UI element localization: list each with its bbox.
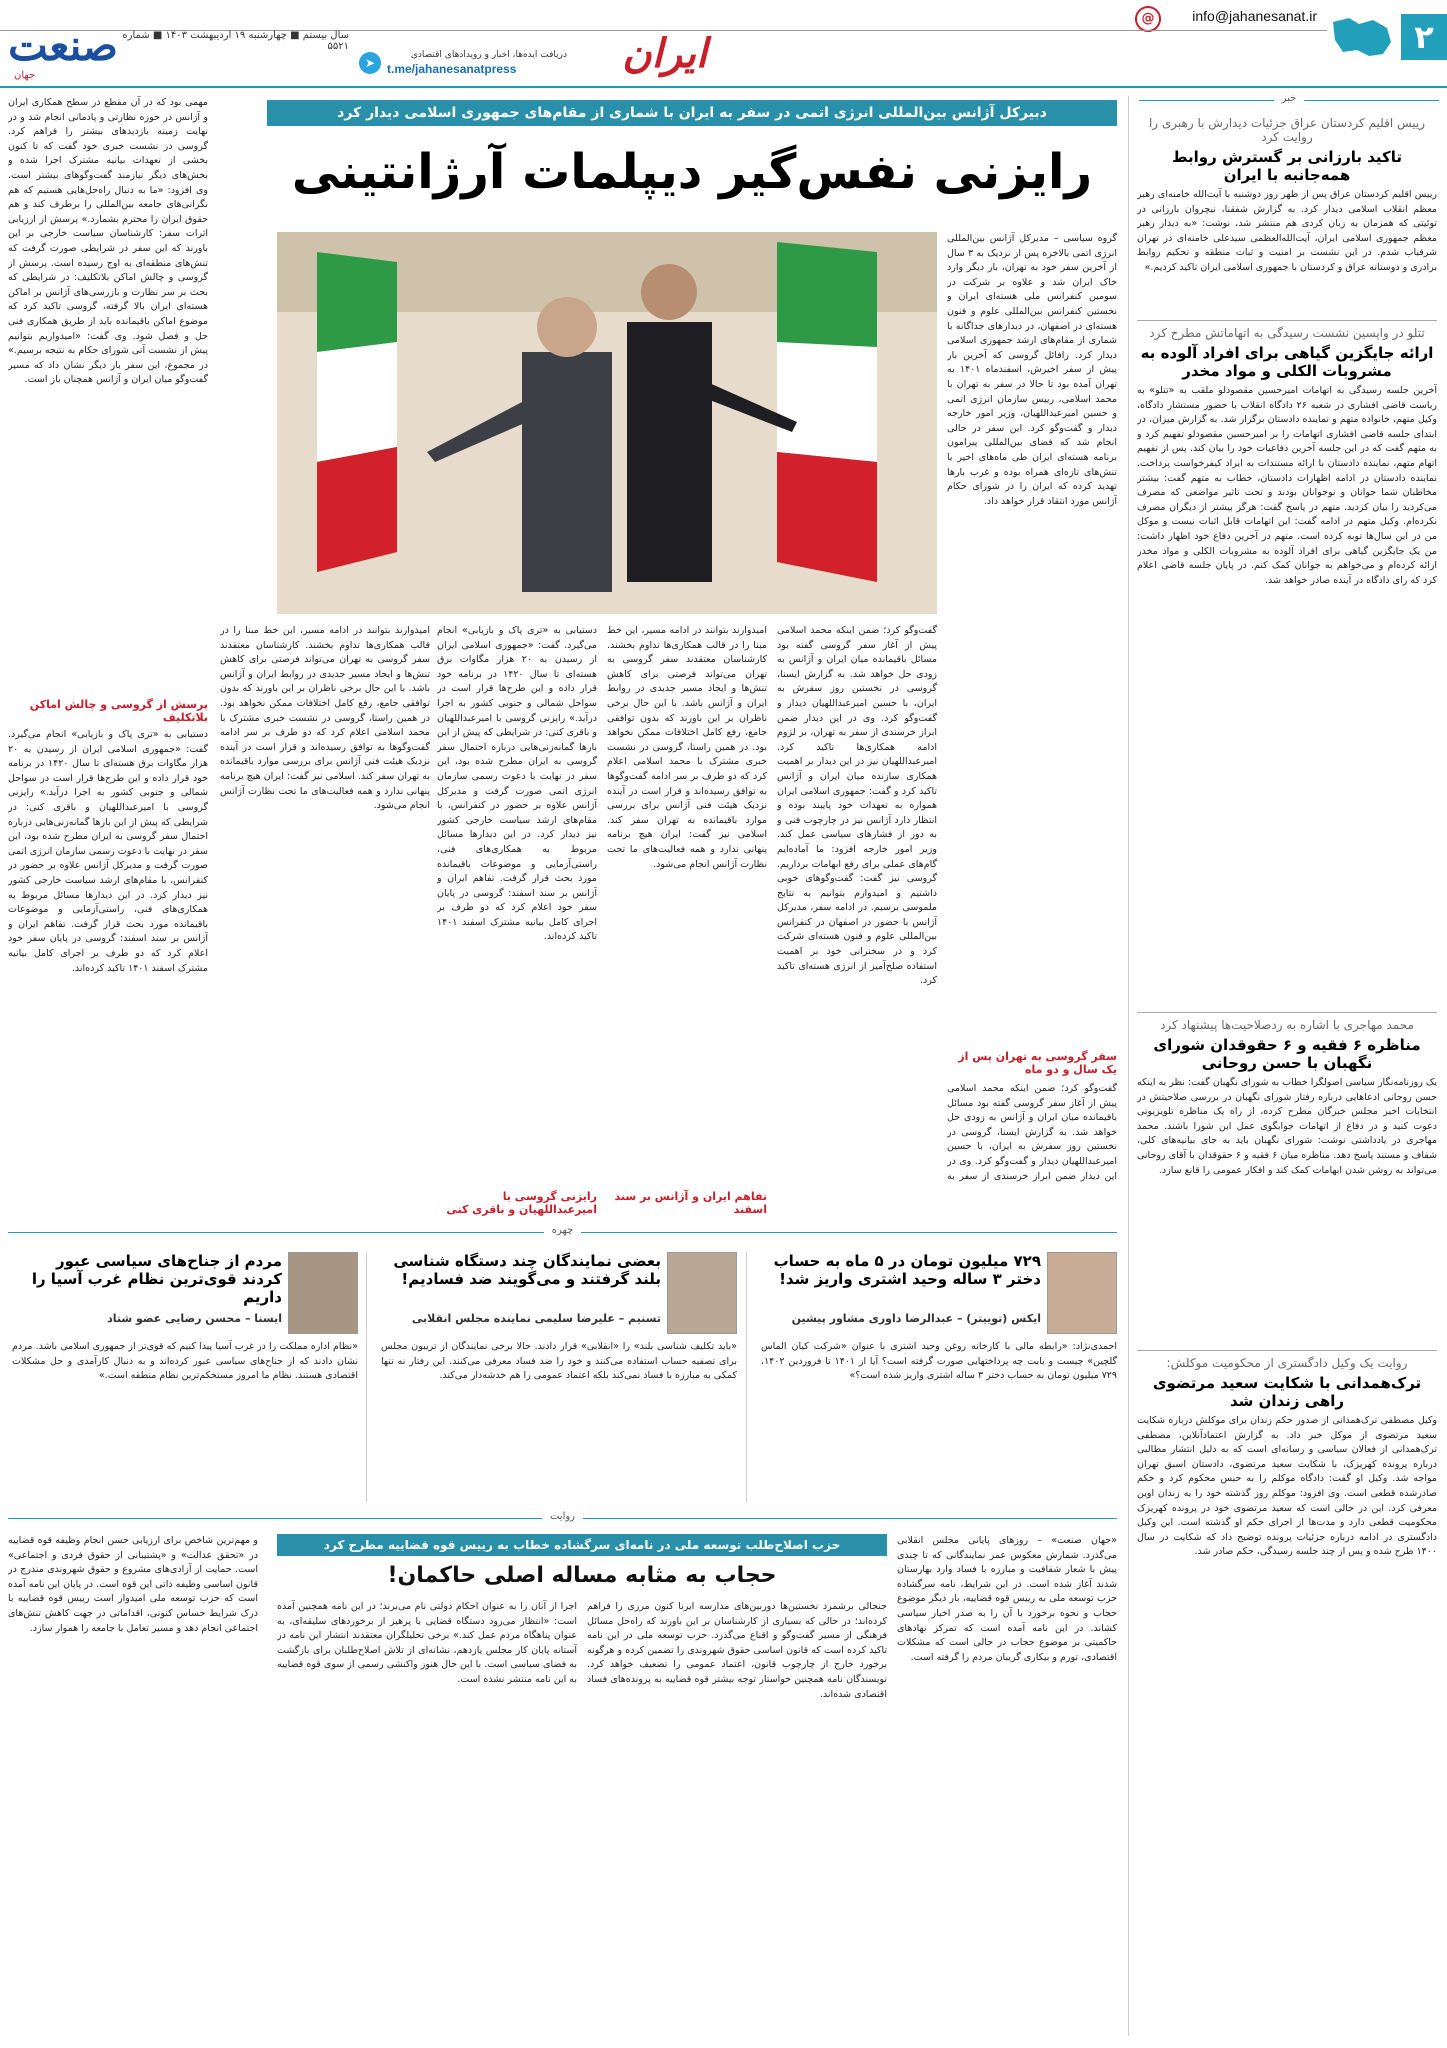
main-col-6: امیدوارند بتوانند در ادامه مسیر، این خط مبنا را در قالب همکاری‌ها تداوم بخشند. کارشناسان معتقدند سفر گروسی به تهران می‌تواند فرصتی برای کاهش تنش‌ها و ایجاد مسیر جدیدی در روابط ایران و آژانس باشد. با این حال برخی ناظران بر این باورند که بدون توافقی جامع، رفع کامل اختلافات ممکن نخواهد بود. در همین راستا، گروسی در نشست خبری مشترک با محمد اسلامی اعلام کرد که دو طرف بر سر ادامه گفت‌وگوها به توافق رسیده‌اند و قرار است در آینده نزدیک هیئت فنی آژانس برای بررسی موارد باقیمانده به تهران سفر کند. اسلامی نیز گفت: ایران هیچ برنامه پنهانی ندارد و همه فعالیت‌های ما تحت نظارت آژانس انجام می‌شود.	[220, 625, 430, 812]
main-col-5: مهمی بود که در آن مقطع در سطح همکاری ایران و آژانس در حوزه نظارتی و پادمانی انجام شد و در نهایت زمینه بازدیدهای بیشتر را فراهم کرد. گروسی در نشست خبری خود گفت که تا کنون بخشی از تعهدات بیانیه مشترک اجرا شده و بخش‌های دیگر نیازمند گفت‌وگوهای بیشتر است. وی افزود: «ما به دنبال راه‌حل‌هایی هستیم که هم نگرانی‌های جامعه بین‌المللی را برطرف کند و هم حقوق ایران را محترم بشمارد.» پرسش از ارزیابی اثرات سفر: کارشناسان سیاست خارجی بر این باورند که این سفر در شرایطی صورت گرفت که تنش‌های منطقه‌ای به اوج رسیده است. پرسش از گروسی و چالش اماکن بلاتکلیف: در شرایطی که بحث بر سر نظارت و بازرسی‌های آژانس بر اماکن هسته‌ای ایران بالا گرفته، گروسی تاکید کرد که موضوع اماکن باقیمانده باید از طریق همکاری فنی حل و فصل شود. وی گفت: «امیدواریم بتوانیم پیش از نشست آتی شورای حکام به نتیجه برسیم.» در مجموع، این سفر بار دیگر نشان داد که مسیر گفت‌وگو میان ایران و آژانس همچنان باز است.	[8, 97, 208, 386]
face-source: تسنیم – علیرضا سلیمی نماینده مجلس انقلابی	[411, 1312, 661, 1325]
main-col-3: امیدوارند بتوانند در ادامه مسیر، این خط مبنا را در قالب همکاری‌ها تداوم بخشند. کارشناسان معتقدند سفر گروسی به تهران می‌تواند فرصتی برای کاهش تنش‌ها و ایجاد مسیر جدیدی در روابط ایران و آژانس باشد. با این حال برخی ناظران بر این باورند که بدون توافقی جامع، رفع کامل اختلافات ممکن نخواهد بود. در همین راستا، گروسی در نشست خبری مشترک با محمد اسلامی اعلام کرد که دو طرف بر سر ادامه گفت‌وگوها به توافق رسیده‌اند و قرار است در آینده نزدیک هیئت فنی آژانس برای بررسی موارد باقیمانده به تهران سفر کند. اسلامی نیز گفت: ایران هیچ برنامه پنهانی ندارد و همه فعالیت‌های ما تحت نظارت آژانس انجام می‌شود.	[607, 625, 767, 870]
news-item-2	[1137, 326, 1437, 994]
main-col-2: گفت‌وگو کرد؛ ضمن اینکه محمد اسلامی پیش از آغاز سفر گروسی گفته بود مسائل باقیمانده میان ایران و آژانس به زودی حل خواهد شد. به گزارش ایسنا، گروسی در نخستین روز سفرش به ایران، با حسین امیرعبداللهیان دیدار و گفت‌وگو کرد. وی در این دیدار ضمن ابراز خرسندی از سفر به تهران، بر لزوم ادامه همکاری‌ها تاکید کرد. امیرعبداللهیان نیز در این دیدار بر اهمیت همکاری سازنده میان ایران و آژانس تاکید کرد و گفت: جمهوری اسلامی ایران همواره به تعهدات خود پایبند بوده و انتظار دارد آژانس نیز در چارچوب فنی و به دور از فشارهای سیاسی عمل کند. وزیر امور خارجه افزود: ما آماده‌ایم گام‌های عملی برای رفع ابهامات برداریم. گروسی نیز گفت: گفت‌وگوهای خوبی داشتیم و امیدوارم بتوانیم به نتایج ملموسی برسیم. در ادامه سفر، مدیرکل آژانس با حضور در اصفهان در کنفرانس بین‌المللی علوم و فنون هسته‌ای شرکت کرد و در سخنرانی خود بر اهمیت استفاده صلح‌آمیز از انرژی هسته‌ای تاکید کرد.	[777, 625, 937, 987]
main-col-4: دستیابی به «تری پاک و بازیابی» انجام می‌گیرد. گفت: «جمهوری اسلامی ایران از رسیدن به ۲۰ هزار مگاوات برق هسته‌ای تا سال ۱۴۲۰ در برنامه خود قرار داده و این طرح‌ها قرار است در سواحل شمالی و جنوبی کشور به اجرا درآید.» رایزنی گروسی با امیرعبداللهیان و باقری کنی: در شرایطی که پیش از این بارها گمانه‌زنی‌هایی درباره احتمال سفر گروسی به ایران مطرح شده بود، این سفر در نهایت با دعوت رسمی سازمان انرژی اتمی صورت گرفت و مدیرکل آژانس علاوه بر حضور در کنفرانس، با مقام‌های ارشد سیاست خارجی کشور نیز دیدار کرد. در این دیدارها مسائل مربوط به همکاری‌های فنی، راستی‌آزمایی و موضوعات باقیمانده مورد بحث قرار گرفت. تفاهم ایران و آژانس بر سند اسفند: گروسی در پایان سفر خود اعلام کرد که دو طرف بر اجرای کامل بیانیه مشترک اسفند ۱۴۰۱ تاکید کرده‌اند.	[437, 625, 597, 943]
face-card-2	[377, 1248, 737, 1504]
face-photo	[1047, 1252, 1117, 1334]
news-body: یک روزنامه‌نگار سیاسی اصولگرا خطاب به شورای نگهبان گفت: نظر به اینکه حسن روحانی ادعاهایی درباره رفتار شورای نگهبان در بررسی صلاحیتش در انتخابات اخیر مجلس خبرگان مطرح کرده، از راه یک مناظره تلویزیونی دعوت کنید و در دفاع از اتهامات جوابگوی عمل این شورا باشند. محمد مهاجری در یادداشتی نوشت: شورای نگهبان باید به جای بیانیه‌های کلی، شفاف و مستند پاسخ دهد. مناظره میان ۶ فقیه و ۶ حقوقدان با آقای روحانی می‌تواند به روشن شدن ابهامات کمک کند و افکار عمومی را قانع سازد.	[1137, 1077, 1437, 1176]
email-icon: @	[1135, 6, 1161, 32]
bottom-col-a: «جهان صنعت» – روزهای پایانی مجلس انقلابی می‌گذرد. شمارش معکوس عمر نمایندگانی که تا چندی پیش با شعار شفافیت و مبارزه با فساد وارد بهارستان شدند آغاز شده است. در این شرایط، نامه سرگشاده حزب توسعه ملی به رییس قوه قضاییه، بار دیگر موضوع حجاب و نحوه برخورد با آن را به صدر اخبار سیاسی کشاند. در این نامه آمده است که تمرکز نهادهای حاکمیتی بر موضوع حجاب در حالی است که مشکلات اقتصادی، تورم و بیکاری گریبان مردم را گرفته است.	[897, 1535, 1117, 1663]
main-story-banner: دبیرکل آژانس بین‌المللی انرژی اتمی در سفر به ایران با شماری از مقام‌های جمهوری اسلامی دیدار کرد	[267, 100, 1117, 126]
face-photo	[667, 1252, 737, 1334]
news-title: ارائه جایگزین گیاهی برای افراد آلوده به مشروبات الکلی و مواد مخدر	[1140, 344, 1434, 380]
news-title: ترک‌همدانی با شکایت سعید مرتضوی راهی زندان شد	[1152, 1374, 1422, 1410]
bottom-col-c: اجرا از آنان را به عنوان احکام دولتی نام می‌برند؛ در این نامه همچنین آمده است: «انتظار می‌رود دستگاه قضایی با پرهیز از برخوردهای سلیقه‌ای، به عنوان پناهگاه مردم عمل کند.» برخی تحلیلگران معتقدند انتشار این نامه در آستانه پایان کار مجلس یازدهم، نشانه‌ای از تلاش اصلاح‌طلبان برای بازگشت به فضای سیاسی است. با این حال هنوز واکنشی رسمی از سوی قوه قضاییه به این نامه منتشر نشده است.	[277, 1601, 577, 1685]
main-subhead: سفر گروسی به تهران پس از یک سال و دو ماه	[958, 1050, 1117, 1076]
telegram-icon: ➤	[359, 52, 381, 74]
face-source: ایکس (توییتر) – عبدالرضا داوری مشاور پیشین	[791, 1312, 1041, 1325]
face-source: ایسنا – محسن رضایی عضو شتاد	[107, 1312, 282, 1325]
main-lead-text: گروه سیاسی – مدیرکل آژانس بین‌المللی انرژی اتمی بالاخره پس از نزدیک به ۳ سال از آخرین سفر خود به تهران، بار دیگر وارد خاک ایران شد و علاوه بر شرکت در سومین کنفرانس ملی هسته‌ای ایران و نخستین کنفرانس بین‌المللی علوم و فنون هسته‌ای در اصفهان، در دیدارهای جداگانه با شماری از مقام‌های ارشد جمهوری اسلامی دیدار کرد. رافائل گروسی که آخرین بار پیش از سفر اخیرش، اسفندماه ۱۴۰۱ به تهران آمده بود تا حالا در سفر به تهران با محمد اسلامی، رییس سازمان انرژی اتمی و حسین امیرعبداللهیان، وزیر امور خارجه دیدار و گفت‌وگو کرد. این سفر در حالی انجام شد که فضای بین‌المللی پیرامون برنامه هسته‌ای ایران طی ماه‌های اخیر با تنش‌های تازه‌ای همراه بوده و غرب بارها تهدید کرده که ایران را در شورای حکام آژانس مورد انتقاد قرار خواهد داد.	[947, 233, 1117, 507]
bottom-headline: حجاب به مثابه مساله اصلی حاکمان!	[387, 1563, 777, 1588]
face-title: بعضی نمایندگان چند دستگاه شناسی بلند گرفتند و می‌گویند ضد فسادیم!	[393, 1252, 661, 1288]
section-title: ایران	[622, 30, 707, 77]
bottom-col-b: جنجالی برشمرد نخستین‌ها دوربین‌های مدارسه ایرنا کنون مرزی را فراهم کرده‌اند؛ در حالی که بسیاری از کارشناسان بر این باورند که راه‌حل مسائل فرهنگی از مسیر گفت‌وگو و اقناع می‌گذرد. حزب توسعه ملی در این نامه تاکید کرده است که قانون اساسی حقوق شهروندی را تضمین کرده و هرگونه برخورد خارج از چارچوب قانون، اعتماد عمومی را تضعیف خواهد کرد. نویسندگان نامه همچنین خواستار توجه بیشتر قوه قضاییه به پرونده‌های فساد اقتصادی شده‌اند.	[587, 1601, 887, 1700]
iran-map-icon	[1329, 14, 1395, 60]
right-column-label: خبر	[1139, 100, 1439, 112]
main-col-5-cont: دستیابی به «تری پاک و بازیابی» انجام می‌گیرد. گفت: «جمهوری اسلامی ایران از رسیدن به ۲۰ هزار مگاوات برق هسته‌ای تا سال ۱۴۲۰ در برنامه خود قرار داده و این طرح‌ها قرار است در سواحل شمالی و جنوبی کشور به اجرا درآید.» رایزنی گروسی با امیرعبداللهیان و باقری کنی: در شرایطی که پیش از این بارها گمانه‌زنی‌هایی درباره احتمال سفر گروسی به ایران مطرح شده بود، این سفر در نهایت با دعوت رسمی سازمان انرژی اتمی صورت گرفت و مدیرکل آژانس علاوه بر حضور در کنفرانس، با مقام‌های ارشد سیاست خارجی کشور نیز دیدار کرد. در این دیدارها مسائل مربوط به همکاری‌های فنی، راستی‌آزمایی و موضوعات باقیمانده مورد بحث قرار گرفت. تفاهم ایران و آژانس بر سند اسفند: گروسی در پایان سفر خود اعلام کرد که دو طرف بر اجرای کامل بیانیه مشترک اسفند ۱۴۰۱ تاکید کرده‌اند.	[8, 729, 208, 974]
news-kicker: رییس اقلیم کردستان عراق جزئیات دیدارش با رهبری را روایت کرد	[1148, 116, 1426, 144]
main-photo	[277, 232, 937, 614]
telegram-link[interactable]: t.me/jahanesanatpress	[387, 62, 517, 76]
news-item-4	[1137, 1356, 1437, 2024]
telegram-line: دریافت ایده‌ها، اخبار و رویدادهای اقتصادی	[410, 50, 567, 60]
face-card-3	[8, 1248, 358, 1504]
face-card-1	[757, 1248, 1117, 1504]
issue-info: سال بیستم ■ چهارشنبه ۱۹ اردیبهشت ۱۴۰۳ ■ شماره ۵۵۲۱	[122, 30, 349, 52]
main-lead-text-cont: گفت‌وگو کرد؛ ضمن اینکه محمد اسلامی پیش از آغاز سفر گروسی گفته بود مسائل باقیمانده میان ایران و آژانس به زودی حل خواهد شد. به گزارش ایسنا، گروسی در نخستین روز سفرش به ایران، با حسین امیرعبداللهیان دیدار و گفت‌وگو کرد. وی در این دیدار ضمن ابراز خرسندی از سفر به	[947, 1083, 1117, 1182]
bottom-col-d: و مهم‌ترین شاخص برای ارزیابی حسن انجام وظیفه قوه قضاییه در «تحقق عدالت» و «پشتیبانی از حقوق فردی و اجتماعی» است. حمایت از آزادی‌های مشروع و حقوق شهروندی مندرج در قانون اساسی وظیفه ذاتی این قوه است. در پایان این نامه آمده است که حزب توسعه ملی امیدوار است رییس قوه قضاییه با درک شرایط حساس کنونی، اقداماتی در جهت کاهش تنش‌های اجتماعی انجام دهد و مسیر تعامل با جامعه را هموار سازد.	[8, 1535, 258, 1634]
face-photo	[288, 1252, 358, 1334]
news-body: رییس اقلیم کردستان عراق پس از ظهر روز دوشنبه با آیت‌الله خامنه‌ای رهبر معظم انقلاب اسلامی دیدار کرد. به گزارش شفقنا، نیچروان بارزانی در توئیتی که همزمان به زبان کردی هم منتشر شد، نوشت: «به دیدار رهبر معظم جمهوری اسلامی ایران، آیت‌الله‌العظمی سیدعلی خامنه‌ای در تهران شرفیاب شدم. در این نشست بر امنیت و ثبات منطقه و تحکیم روابط برادری و دوستانه عراق و کردستان با جمهوری اسلامی ایران تاکید کردیم.»	[1137, 189, 1437, 273]
bottom-banner: حزب اصلاح‌طلب توسعه ملی در نامه‌ای سرگشاده خطاب به رییس قوه قضاییه مطرح کرد	[277, 1534, 887, 1556]
main-headline: رایزنی نفس‌گیر دیپلمات آرژانتینی	[291, 144, 1093, 200]
face-title: مردم از جناح‌های سیاسی عبور کردند قوی‌ترین نظام غرب آسیا را داریم	[31, 1252, 282, 1306]
news-item-3	[1137, 1018, 1437, 1338]
news-kicker: تتلو در واپسین نشست رسیدگی به اتهاماتش مطرح کرد	[1149, 326, 1425, 340]
news-body: آخرین جلسه رسیدگی به اتهامات امیرحسین مقصودلو ملقب به «تتلو» به ریاست قاضی افشاری در شعبه ۲۶ دادگاه انقلاب با حضور مستشار دادگاه، وکیل متهم، خانواده متهم و نماینده دادستان برگزار شد. به گزارش میزان، در ابتدای جلسه قاضی افشاری اتهامات را بر امیرحسین مقصودلو تفهیم کرد و به متهم گفت که در این جلسه آخرین دفاعیات خود را بیان کند. پس از تفهیم اتهام متهم، نماینده دادستان با ارائه مستندات به ایراد کیفرخواست پرداخت. نماینده دادستان در ادامه اظهارات دادستان، خطاب به متهم گفت: بیشتر مخاطبان شما جوانان و نوجوانان بودند و تحت تاثیر مواضعی که مصرف می‌کردید را بیان کردید. متهم در پاسخ گفت: هرگز بیشتر از دیگران مصرف نکرده‌ام. وکیل متهم در ادامه گفت: این اتهامات قابل اثبات نیست و موکل من در این سال‌ها توبه کرده است. متهم در آخرین دفاع خود اظهار داشت: من یک جایگزین گیاهی برای افراد آلوده به مشروبات الکلی و مواد مخدر ارائه کرده‌ام و می‌خواهم به جوانان کمک کنم. در پایان جلسه قاضی اعلام کرد که رای دادگاه در آینده صادر خواهد شد.	[1137, 385, 1437, 586]
logo: صنعت جهان	[8, 21, 118, 81]
face-body: «باید تکلیف شناسی بلند» را «انقلابی» قرار دادند. حالا برخی نمایندگان از تریبون مجلس برای تصفیه حساب استفاده می‌کنند و خود را ضد فساد معرفی می‌کنند. این رفتار نه تنها کمکی به مبارزه با فساد نمی‌کند بلکه اعتماد عمومی را هم خدشه‌دار می‌کند.	[381, 1341, 737, 1382]
news-title: تاکید بارزانی بر گسترش روابط همه‌جانبه با ایران	[1171, 148, 1403, 184]
face-body: احمدی‌نژاد: «رابطه مالی با کارخانه روغن وحید اشتری با عنوان «شرکت کیان الماس گلچین» چیست و بابت چه پرداختهایی صورت گرفته است؟ آیا از ۱۴۰۱ تا فروردین ۱۴۰۲، ۷۲۹ میلیون تومان به حساب دختر ۳ ساله اشتری واریز شده است؟»	[761, 1341, 1117, 1382]
news-item-1	[1137, 116, 1437, 306]
news-title: مناظره ۶ فقیه و ۶ حقوقدان شورای نگهبان با حسن روحانی	[1153, 1036, 1421, 1072]
face-title: ۷۲۹ میلیون تومان در ۵ ماه به حساب دختر ۳ ساله وحید اشتری واریز شد!	[773, 1252, 1041, 1288]
faces-label: چهره	[8, 1232, 1117, 1244]
contact-email[interactable]: info@jahanesanat.ir	[1192, 8, 1317, 24]
main-subhead: پرسش از گروسی و چالش اماکن بلاتکلیف	[29, 698, 208, 724]
news-body: وکیل مصطفی ترک‌همدانی از صدور حکم زندان برای موکلش درباره شکایت سعید مرتضوی از موکل خبر داد. به گزارش اعتمادآنلاین، مصطفی ترک‌همدانی از فعالان سیاسی و رسانه‌ای است که به دلیل انتشار مطالبی درباره پرونده کهریزک، با شکایت سعید مرتضوی، دادستان اسبق تهران مواجه شد. وکیل او گفت: دادگاه موکلم را به حبس محکوم کرد و حکم صادرشده قطعی است. وی افزود: موکلم روز گذشته خود را به زندان اوین معرفی کرد. این در حالی است که سعید مرتضوی خود در پرونده کهریزک محکومیت قطعی دارد و مدت‌ها از اجرای حکم او گذشته است. این وکیل دادگستری در ادامه درباره جزئیات پرونده توضیح داد که شکایت در سال ۱۴۰۰ طرح شده و پس از چند جلسه رسیدگی، حکم صادر شد.	[1137, 1415, 1437, 1558]
bottom-label: روایت	[8, 1518, 1117, 1530]
face-body: «نظام اداره مملکت را در غرب آسیا پیدا کنیم که قوی‌تر از جمهوری اسلامی باشد. مردم نشان دادند که از جناح‌های سیاسی عبور کرده‌اند و به دنبال کارآمدی و حل مشکلات اقتصادی هستند. نظام ما امروز مستحکم‌ترین نظام منطقه است.»	[12, 1341, 358, 1382]
main-subhead: تفاهم ایران و آژانس بر سند اسفند	[614, 1190, 767, 1216]
news-kicker: محمد مهاجری با اشاره به ردصلاحیت‌ها پیشنهاد کرد	[1160, 1018, 1414, 1032]
news-kicker: روایت یک وکیل دادگستری از محکومیت موکلش:	[1166, 1356, 1408, 1370]
page-number-badge: ۲	[1401, 14, 1447, 60]
main-subhead: رایزنی گروسی با امیرعبداللهیان و باقری کنی	[446, 1190, 597, 1216]
